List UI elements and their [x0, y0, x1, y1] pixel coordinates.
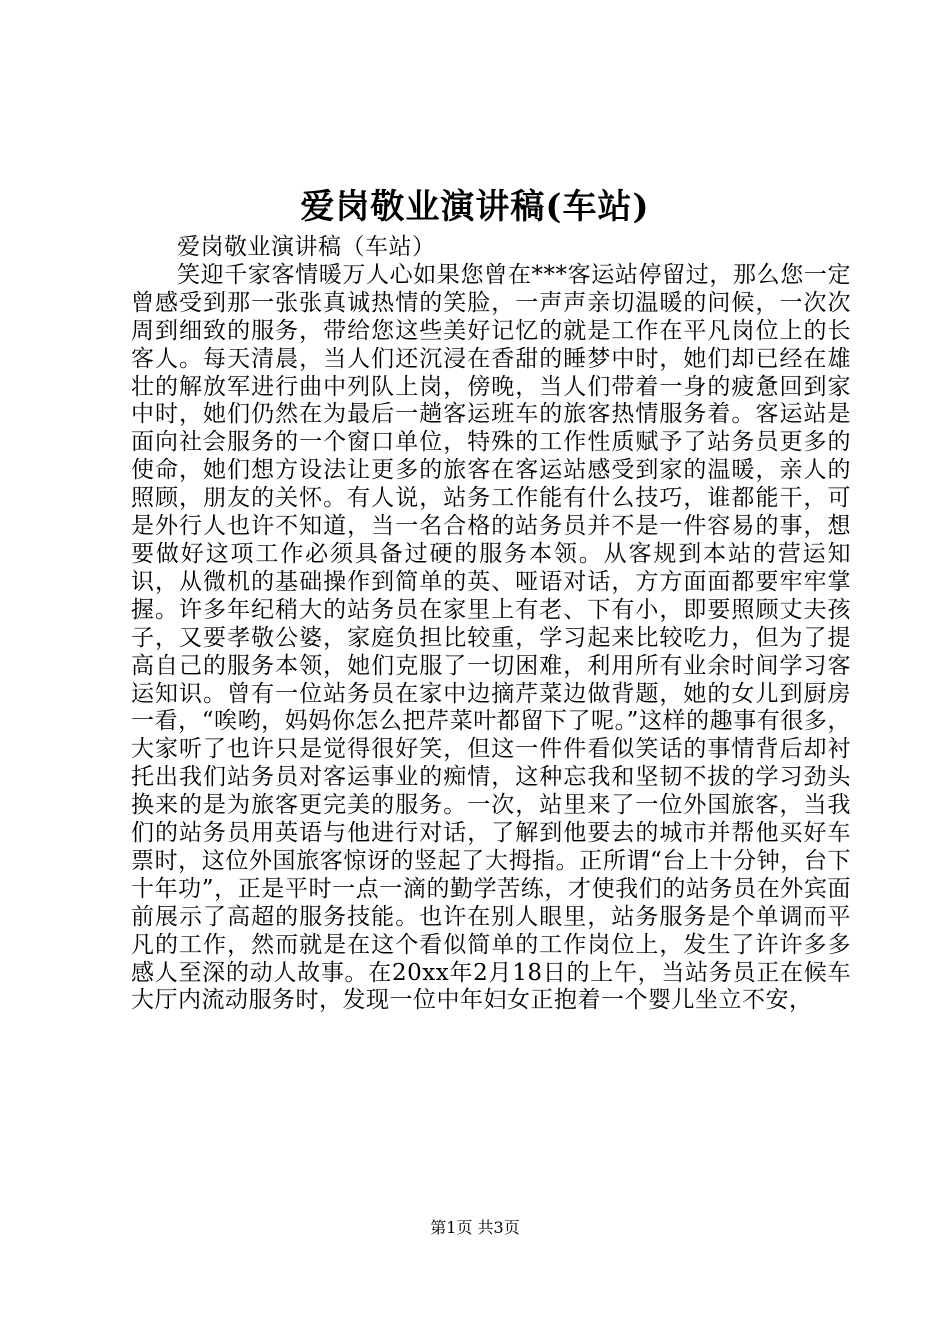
page-footer: 第1页 共3页	[430, 1218, 520, 1237]
document-body	[131, 234, 851, 1015]
document-title: 爱岗敬业演讲稿(车站)	[300, 187, 650, 227]
body-paragraph: 笑迎千家客情暖万人心如果您曾在***客运站停留过，那么您一定曾感受到那一张张真诚热情的笑脸，一声声亲切温暖的问候，一次次周到细致的服务，带给您这些美好记忆的就是工作在平凡岗位上的长客人。每天清晨，当人们还沉浸在香甜的睡梦中时，她们却已经在雄壮的解放军进行曲中列队上岗，傍晚，当人们带着一身的疲惫回到家中时，她们仍然在为最后一趟客运班车的旅客热情服务着。客运站是面向社会服务的一个窗口单位，特殊的工作性质赋予了站务员更多的使命，她们想方设法让更多的旅客在客运站感受到家的温暖，亲人的照顾，朋友的关怀。有人说，站务工作能有什么技巧，谁都能干，可是外行人也许不知道，当一名合格的站务员并不是一件容易的事，想要做好这项工作必须具备过硬的服务本领。从客规到本站的营运知识，从微机的基础操作到简单的英、哑语对话，方方面面都要牢牢掌握。许多年纪稍大的站务员在家里上有老、下有小，即要照顾丈夫孩子，又要孝敬公婆，家庭负担比较重，学习起来比较吃力，但为了提高自己的服务本领，她们克服了一切困难，利用所有业余时间学习客运知识。曾有一位站务员在家中边摘芹菜边做背题，她的女儿到厨房一看，“唉哟，妈妈你怎么把芹菜叶都留下了呢。”这样的趣事有很多，大家听了也许只是觉得很好笑，但这一件件看似笑话的事情背后却衬托出我们站务员对客运事业的痴情，这种忘我和坚韧不拔的学习劲头换来的是为旅客更完美的服务。一次，站里来了一位外国旅客，当我们的站务员用英语与他进行对话，了解到他要去的城市并帮他买好车票时，这位外国旅客惊讶的竖起了大拇指。正所谓“台上十分钟，台下十年功”，正是平时一点一滴的勤学苦练，才使我们的站务员在外宾面前展示了高超的服务技能。也许在别人眼里，站务服务是个单调而平凡的工作，然而就是在这个看似简单的工作岗位上，发生了许许多多感人至深的动人故事。在20xx年2月18日的上午，当站务员正在候车大厅内流动服务时，发现一位中年妇女正抱着一个婴儿坐立不安，	[131, 261, 851, 1014]
subtitle-paragraph: 爱岗敬业演讲稿（车站）	[177, 234, 436, 260]
